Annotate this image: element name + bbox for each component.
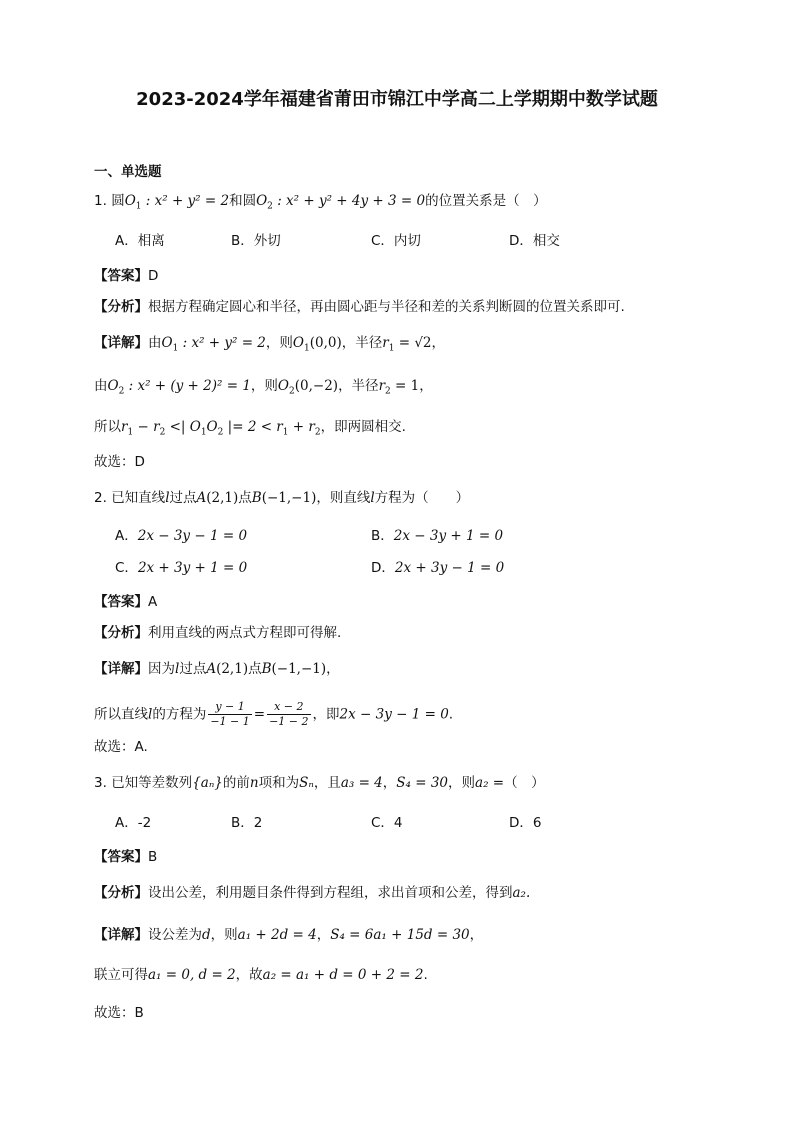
detail-label: 【详解】 — [94, 335, 148, 351]
q1-d1-c: ，半径 — [341, 335, 383, 351]
q2-text-d: ，则直线 — [316, 490, 371, 506]
question-1-number: 1. — [94, 193, 107, 209]
q2-point-b: B — [251, 490, 262, 506]
q3-detail-line-1 — [94, 929, 483, 943]
detail-label: 【详解】 — [94, 661, 148, 677]
q2-fraction-1 — [208, 700, 251, 729]
document-title: 2023-2024学年福建省莆田市锦江中学高二上学期期中数学试题 — [136, 89, 658, 110]
q2-opt-a-label: A． — [115, 528, 138, 544]
q1-text-b: 和圆 — [229, 193, 257, 209]
q3-d2-b: ，故 — [235, 967, 263, 983]
q3-sequence: {aₙ} — [192, 775, 223, 791]
q1-option-d: D．相交 — [509, 233, 560, 249]
q1-detail-line-2: 由$O_2$ : x² + (y + 2)² = 1，则$O_2(0,-2)$，半径$r_2 = 1$， — [94, 378, 433, 397]
q2-eq-mid: = — [253, 706, 266, 723]
analysis-label: 【分析】 — [94, 299, 148, 315]
q1-d1-center: (0,0) — [309, 335, 342, 351]
q2-line-l-2: l — [370, 490, 375, 506]
q2-opt-b-label: B． — [371, 528, 394, 544]
q3-sn: Sₙ — [299, 775, 314, 791]
q2-frac1-den: −1 − 1 — [210, 715, 250, 728]
q1-eq1: : — [141, 193, 155, 209]
q3-option-b: B．2 — [231, 815, 263, 831]
q3-d1-c: ， — [316, 927, 331, 943]
q3-answer — [94, 851, 157, 865]
q1-detail-line-1: 【详解】由$O_1$ : x² + y² = 2，则$O_1(0,0)$，半径$r_1 = √2$， — [94, 335, 446, 354]
q2-d1-l: l — [175, 661, 180, 677]
q2-opt-d-label: D． — [371, 560, 395, 576]
q1-d3-inequality: 2 < — [247, 419, 273, 435]
q3-option-c: C．4 — [371, 815, 403, 831]
q1-option-a: A．相离 — [115, 233, 165, 249]
q2-text-a: 已知直线 — [111, 490, 166, 506]
q3-d1-eq1: a₁ + 2d = 4 — [237, 927, 317, 943]
q3-a2: a₂ — [475, 775, 489, 791]
q1-circle2-equation: x² + y² + 4y + 3 = 0 — [286, 193, 426, 209]
question-3-stem — [94, 777, 545, 791]
q2-option-d — [371, 562, 504, 576]
q1-d2-center: (0,−2) — [294, 378, 339, 394]
q3-answer-value: B — [148, 849, 158, 865]
q1-d2-radius: = 1 — [390, 378, 420, 394]
q2-opt-c-eq: 2x + 3y + 1 = 0 — [137, 560, 248, 576]
q3-choose: 故选：B — [94, 1005, 144, 1021]
q2-d1-point-a: A — [206, 661, 217, 677]
analysis-label: 【分析】 — [94, 625, 148, 641]
q2-d2-b: 的方程为 — [152, 706, 207, 723]
analysis-label: 【分析】 — [94, 885, 148, 901]
q3-analysis-text: 设出公差，利用题目条件得到方程组，求出首项和公差，得到 — [148, 885, 513, 901]
question-2-number: 2. — [94, 490, 107, 506]
q1-d1-b: ，则 — [265, 335, 293, 351]
q2-frac2-den: −1 − 2 — [269, 715, 309, 728]
q2-answer — [94, 596, 157, 610]
q2-analysis-text: 利用直线的两点式方程即可得解. — [148, 625, 342, 641]
q2-analysis — [94, 627, 341, 641]
q2-frac2-num: x − 2 — [267, 700, 310, 715]
q2-d1-d: ， — [326, 661, 340, 677]
q1-o2: $O_2$ — [256, 193, 273, 212]
q3-d1-d-var: d — [202, 927, 211, 943]
question-2-stem — [94, 492, 469, 506]
q2-d2-equation: 2x − 3y − 1 = 0 — [339, 706, 449, 723]
section-heading: 一、单选题 — [94, 164, 162, 180]
q2-point-a: A — [196, 490, 207, 506]
q1-circle1-equation: x² + y² = 2 — [154, 193, 230, 209]
q3-text-g: =（ ） — [488, 775, 545, 791]
question-1-stem: 1. 圆$O_1$ : x² + y² = 2和圆$O_2$ : x² + y² + 4y + 3 = 0的位置关系是（ ） — [94, 193, 547, 212]
q3-d2-eq2: a₂ = a₁ + d = 0 + 2 = 2 — [262, 967, 424, 983]
q2-answer-value: A — [148, 594, 158, 610]
question-3-number: 3. — [94, 775, 107, 791]
q1-d1-radius: = √2 — [394, 335, 432, 351]
q1-d2-d: ， — [419, 378, 433, 394]
q2-d2-d: . — [448, 706, 454, 723]
q1-option-b: B．外切 — [231, 233, 281, 249]
q3-option-d: D．6 — [509, 815, 542, 831]
q1-detail-line-3: 所以$r_1 - r_2$ <| $O_1O_2$ |= $2 < r_1 + r_2$，即两圆相交. — [94, 419, 406, 438]
q3-text-e: ， — [382, 775, 397, 791]
q2-d1-b: 过点 — [179, 661, 207, 677]
q2-detail-line-1 — [94, 663, 340, 677]
q3-text-f: ，则 — [448, 775, 476, 791]
q1-analysis-text: 根据方程确定圆心和半径，再由圆心距与半径和差的关系判断圆的位置关系即可. — [148, 299, 625, 315]
q3-s4: S₄ = 30 — [396, 775, 449, 791]
q2-fraction-2 — [267, 700, 310, 729]
q2-option-a — [115, 530, 247, 544]
q2-d1-point-b-coords: (−1,−1) — [271, 661, 327, 677]
q2-option-c — [115, 562, 247, 576]
q2-d2-c: ，即 — [312, 706, 340, 723]
q3-d2-eq1: a₁ = 0, d = 2 — [148, 967, 236, 983]
q3-text-a: 已知等差数列 — [111, 775, 193, 791]
q3-d1-eq2: S₄ = 6a₁ + 15d = 30 — [330, 927, 470, 943]
q2-opt-d-eq: 2x + 3y − 1 = 0 — [394, 560, 505, 576]
q3-text-d: ，且 — [313, 775, 341, 791]
q1-d1-equation: x² + y² = 2 — [191, 335, 266, 351]
q1-d3-a: 所以 — [94, 419, 121, 435]
q3-n: n — [249, 775, 259, 791]
q1-answer — [94, 270, 158, 284]
q2-d1-c: 点 — [248, 661, 262, 677]
q1-o1: $O_1$ — [124, 193, 142, 212]
q3-option-a: A．-2 — [115, 815, 152, 831]
q3-analysis-end: a₂. — [512, 885, 531, 901]
q2-opt-b-eq: 2x − 3y + 1 = 0 — [393, 528, 504, 544]
q2-d2-a: 所以直线 — [94, 706, 148, 723]
q1-choose: 故选：D — [94, 454, 145, 470]
q2-frac1-num: y − 1 — [208, 700, 251, 715]
q2-opt-c-label: C． — [115, 560, 138, 576]
q2-choose: 故选：A. — [94, 739, 148, 755]
q1-d3-b: ，即两圆相交. — [320, 419, 406, 435]
q2-opt-a-eq: 2x − 3y − 1 = 0 — [137, 528, 248, 544]
answer-label: 【答案】 — [94, 849, 148, 865]
q1-option-c: C．内切 — [371, 233, 421, 249]
q3-text-b: 的前 — [222, 775, 250, 791]
q3-d1-a: 设公差为 — [148, 927, 202, 943]
detail-label: 【详解】 — [94, 927, 148, 943]
q1-analysis — [94, 301, 625, 315]
q1-d2-equation: x² + (y + 2)² = 1 — [137, 378, 251, 394]
q2-d1-point-b: B — [261, 661, 272, 677]
answer-label: 【答案】 — [94, 594, 148, 610]
q3-d2-a: 联立可得 — [94, 967, 148, 983]
q2-detail-line-2 — [94, 700, 453, 729]
q3-text-c: 项和为 — [258, 775, 300, 791]
q3-d1-end: ， — [469, 927, 484, 943]
q1-d2-c: ，半径 — [338, 378, 379, 394]
q1-d2-b: ，则 — [250, 378, 278, 394]
q3-a3: a₃ = 4 — [340, 775, 383, 791]
q2-line-l: l — [165, 490, 170, 506]
q2-d1-point-a-coords: (2,1) — [216, 661, 249, 677]
q2-d1-a: 因为 — [148, 661, 175, 677]
q2-point-b-coords: (−1,−1) — [261, 490, 317, 506]
q3-detail-line-2 — [94, 969, 428, 983]
q3-analysis — [94, 887, 530, 901]
q2-text-b: 过点 — [169, 490, 197, 506]
q3-d1-b: ，则 — [210, 927, 238, 943]
q1-d1-a: 由 — [148, 335, 162, 351]
q2-point-a-coords: (2,1) — [206, 490, 239, 506]
q1-text-a: 圆 — [111, 193, 125, 209]
q2-text-c: 点 — [238, 490, 252, 506]
q1-text-c: 的位置关系是（ ） — [425, 193, 547, 209]
q2-option-b — [371, 530, 503, 544]
q2-text-e: 方程为（ ） — [374, 490, 470, 506]
q2-d2-l: l — [148, 706, 153, 723]
q1-d1-d: ， — [431, 335, 446, 351]
q1-d2-a: 由 — [94, 378, 108, 394]
q3-d2-end: . — [423, 967, 428, 983]
q1-answer-value: D — [148, 268, 159, 284]
answer-label: 【答案】 — [94, 268, 148, 284]
